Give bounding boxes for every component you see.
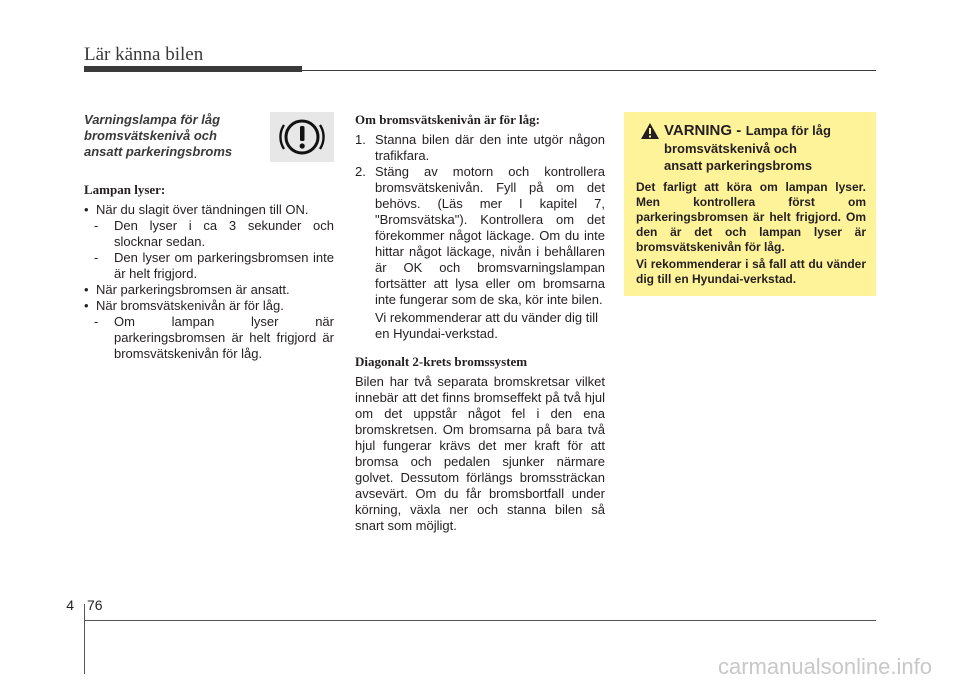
warning-title-line: ansatt parkeringsbroms: [664, 158, 813, 173]
diagonal-system-heading: Diagonalt 2-krets bromssystem: [355, 354, 528, 369]
list-item: • När du slagit över tändningen till ON.: [84, 202, 334, 218]
step-text: Stanna bilen där den inte utgör någon trafikfara.: [375, 132, 605, 163]
header-bar: [84, 66, 302, 72]
list-subitem: [94, 314, 334, 362]
subheading-line: ansatt parkeringsbroms: [84, 144, 233, 159]
header-rule: [302, 70, 876, 71]
warning-title: [636, 122, 866, 140]
footer-rule: [84, 620, 876, 621]
subitem-text: Om lampan lyser när parkeringsbromsen är helt frigjord är bromsvätskenivån för låg.: [114, 314, 334, 361]
warning-title-line: bromsvätskenivå och: [664, 141, 797, 156]
dash-marker: -: [94, 314, 99, 329]
lamp-heading: Lampan lyser:: [84, 182, 166, 197]
step-item: [355, 164, 605, 308]
warning-body-text: Det farligt att köra om lampan lyser. Men kontrollera först om parkeringsbromsen är helt frigjord. Om den är det och lampan lyser är bromsvätskenivån för låg.: [636, 180, 866, 254]
warning-title-line: Lampa för låg: [745, 123, 831, 138]
subitem-text: Den lyser om parkeringsbromsen inte är helt frigjord.: [114, 250, 334, 281]
section-subheading: [84, 112, 254, 160]
list-subitem: [94, 250, 334, 282]
exclamation-circle-icon: [270, 112, 334, 162]
step-item: [355, 132, 605, 164]
diagonal-system-paragraph: Bilen har två separata bromskretsar vilket innebär att det finns bromseffekt på två hjul om det uppstår något fel i den ena bromskretsen. Om bromsarna på bara två hjul fungerar krävs det mer kraft för att bromsa och pedalen sjunker närmare golvet. Dessutom förlängs bromssträckan avsevärt. Om du får bromsbortfall under körning, växla ner och stanna bilen så snart som möjligt.: [355, 374, 605, 533]
warning-triangle-icon: [640, 122, 660, 140]
warning-label: VARNING -: [664, 122, 742, 139]
chapter-number: 4: [66, 597, 74, 613]
middle-column: [355, 112, 605, 534]
list-item: • När parkeringsbromsen är ansatt.: [84, 282, 334, 298]
recommend-text: Vi rekommenderar att du vänder dig till en Hyundai-verkstad.: [375, 310, 599, 341]
list-item: • När bromsvätskenivån är för låg.: [84, 298, 334, 314]
warning-box: [624, 112, 876, 296]
subitem-text: Den lyser i ca 3 sekunder och slocknar sedan.: [114, 218, 334, 249]
footer-divider: [84, 604, 85, 674]
dash-marker: -: [94, 250, 99, 265]
warning-body-text: Vi rekommenderar i så fall att du vänder dig till en Hyundai-verkstad.: [636, 257, 866, 286]
page-num: 76: [87, 597, 103, 613]
low-fluid-heading: Om bromsvätskenivån är för låg:: [355, 112, 540, 127]
watermark: carmanualsonline.info: [717, 654, 932, 679]
warning-body: [636, 180, 866, 287]
subheading-line: Varningslampa för låg: [84, 112, 221, 127]
left-column: [84, 112, 334, 362]
list-subitem: [94, 218, 334, 250]
step-text: Stäng av motorn och kontrollera bromsvätskenivån. Fyll på om det behövs. (Läs mer I kapitel 7, "Bromsvätska"). Kontrollera om det förekommer något läckage. Om du inte hittar något läckage, nivån i behållaren är OK och bromsvarningslampan fortsätter att lysa eller om bromsarna inte fungerar som de ska, kör inte bilen.: [375, 164, 605, 307]
subheading-line: bromsvätskenivå och: [84, 128, 217, 143]
step-number: 2.: [355, 164, 366, 179]
step-number: 1.: [355, 132, 366, 147]
header-title: Lär känna bilen: [84, 44, 204, 65]
dash-marker: -: [94, 218, 99, 233]
page-number: [60, 597, 103, 613]
